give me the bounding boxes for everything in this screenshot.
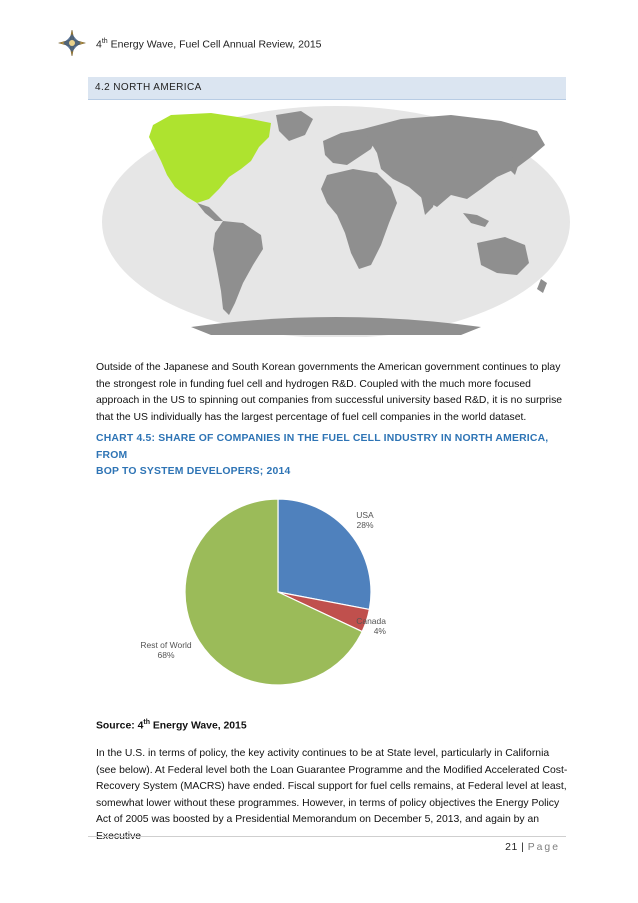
page-number-value: 21 — [505, 842, 518, 853]
pie-label-usa: USA — [356, 510, 374, 520]
chart-caption — [96, 431, 566, 481]
footer-divider — [88, 836, 566, 837]
pie-chart — [140, 488, 440, 698]
section-heading-bar — [88, 77, 566, 100]
pie-value-usa: 28% — [356, 520, 374, 530]
page-number — [505, 842, 560, 853]
pie-value-canada: 4% — [373, 626, 386, 636]
pie-label-canada: Canada — [356, 616, 386, 626]
intro-paragraph: Outside of the Japanese and South Korean governments the American government continues to play the strongest role in funding fuel cell and hydrogen R&D. Coupled with the much more focused approach in the US to spinning out companies from successful university based R&D, it is no surprise that the US individually has the largest percentage of fuel cell companies in the world dataset. — [96, 362, 563, 423]
chart-source: Source: 4th Energy Wave, 2015 — [96, 719, 247, 732]
star-compass-icon — [58, 29, 86, 57]
chart-caption-line-1: CHART 4.5: SHARE OF COMPANIES IN THE FUEL CELL INDUSTRY IN NORTH AMERICA, FROM — [96, 433, 549, 461]
body-paragraph: In the U.S. in terms of policy, the key activity continues to be at State level, particularly in California (see below). At Federal level both the Loan Guarantee Programme and the Modified Accelerated Cost-Recovery System (MACRS) have ended. Fiscal support for fuel cells remains, at Federal level at least, somewhat lower without these programmes. However, in terms of policy objectives the Energy Policy Act of 2005 was boosted by a Presidential Memorandum on December 5, 2013, and again by an — [96, 748, 568, 826]
world-map-icon — [101, 103, 571, 337]
chart-caption-line-2: BOP TO SYSTEM DEVELOPERS; 2014 — [96, 466, 291, 478]
page-word: Page — [527, 842, 560, 853]
section-heading: 4.2 NORTH AMERICA — [95, 82, 202, 93]
pie-value-rest-of-world: 68% — [157, 650, 175, 660]
document-header-title: 4th Energy Wave, Fuel Cell Annual Review, 2015 — [96, 38, 322, 51]
pie-label-rest-of-world: Rest of World — [140, 640, 192, 650]
page-number-separator: | — [521, 842, 525, 853]
